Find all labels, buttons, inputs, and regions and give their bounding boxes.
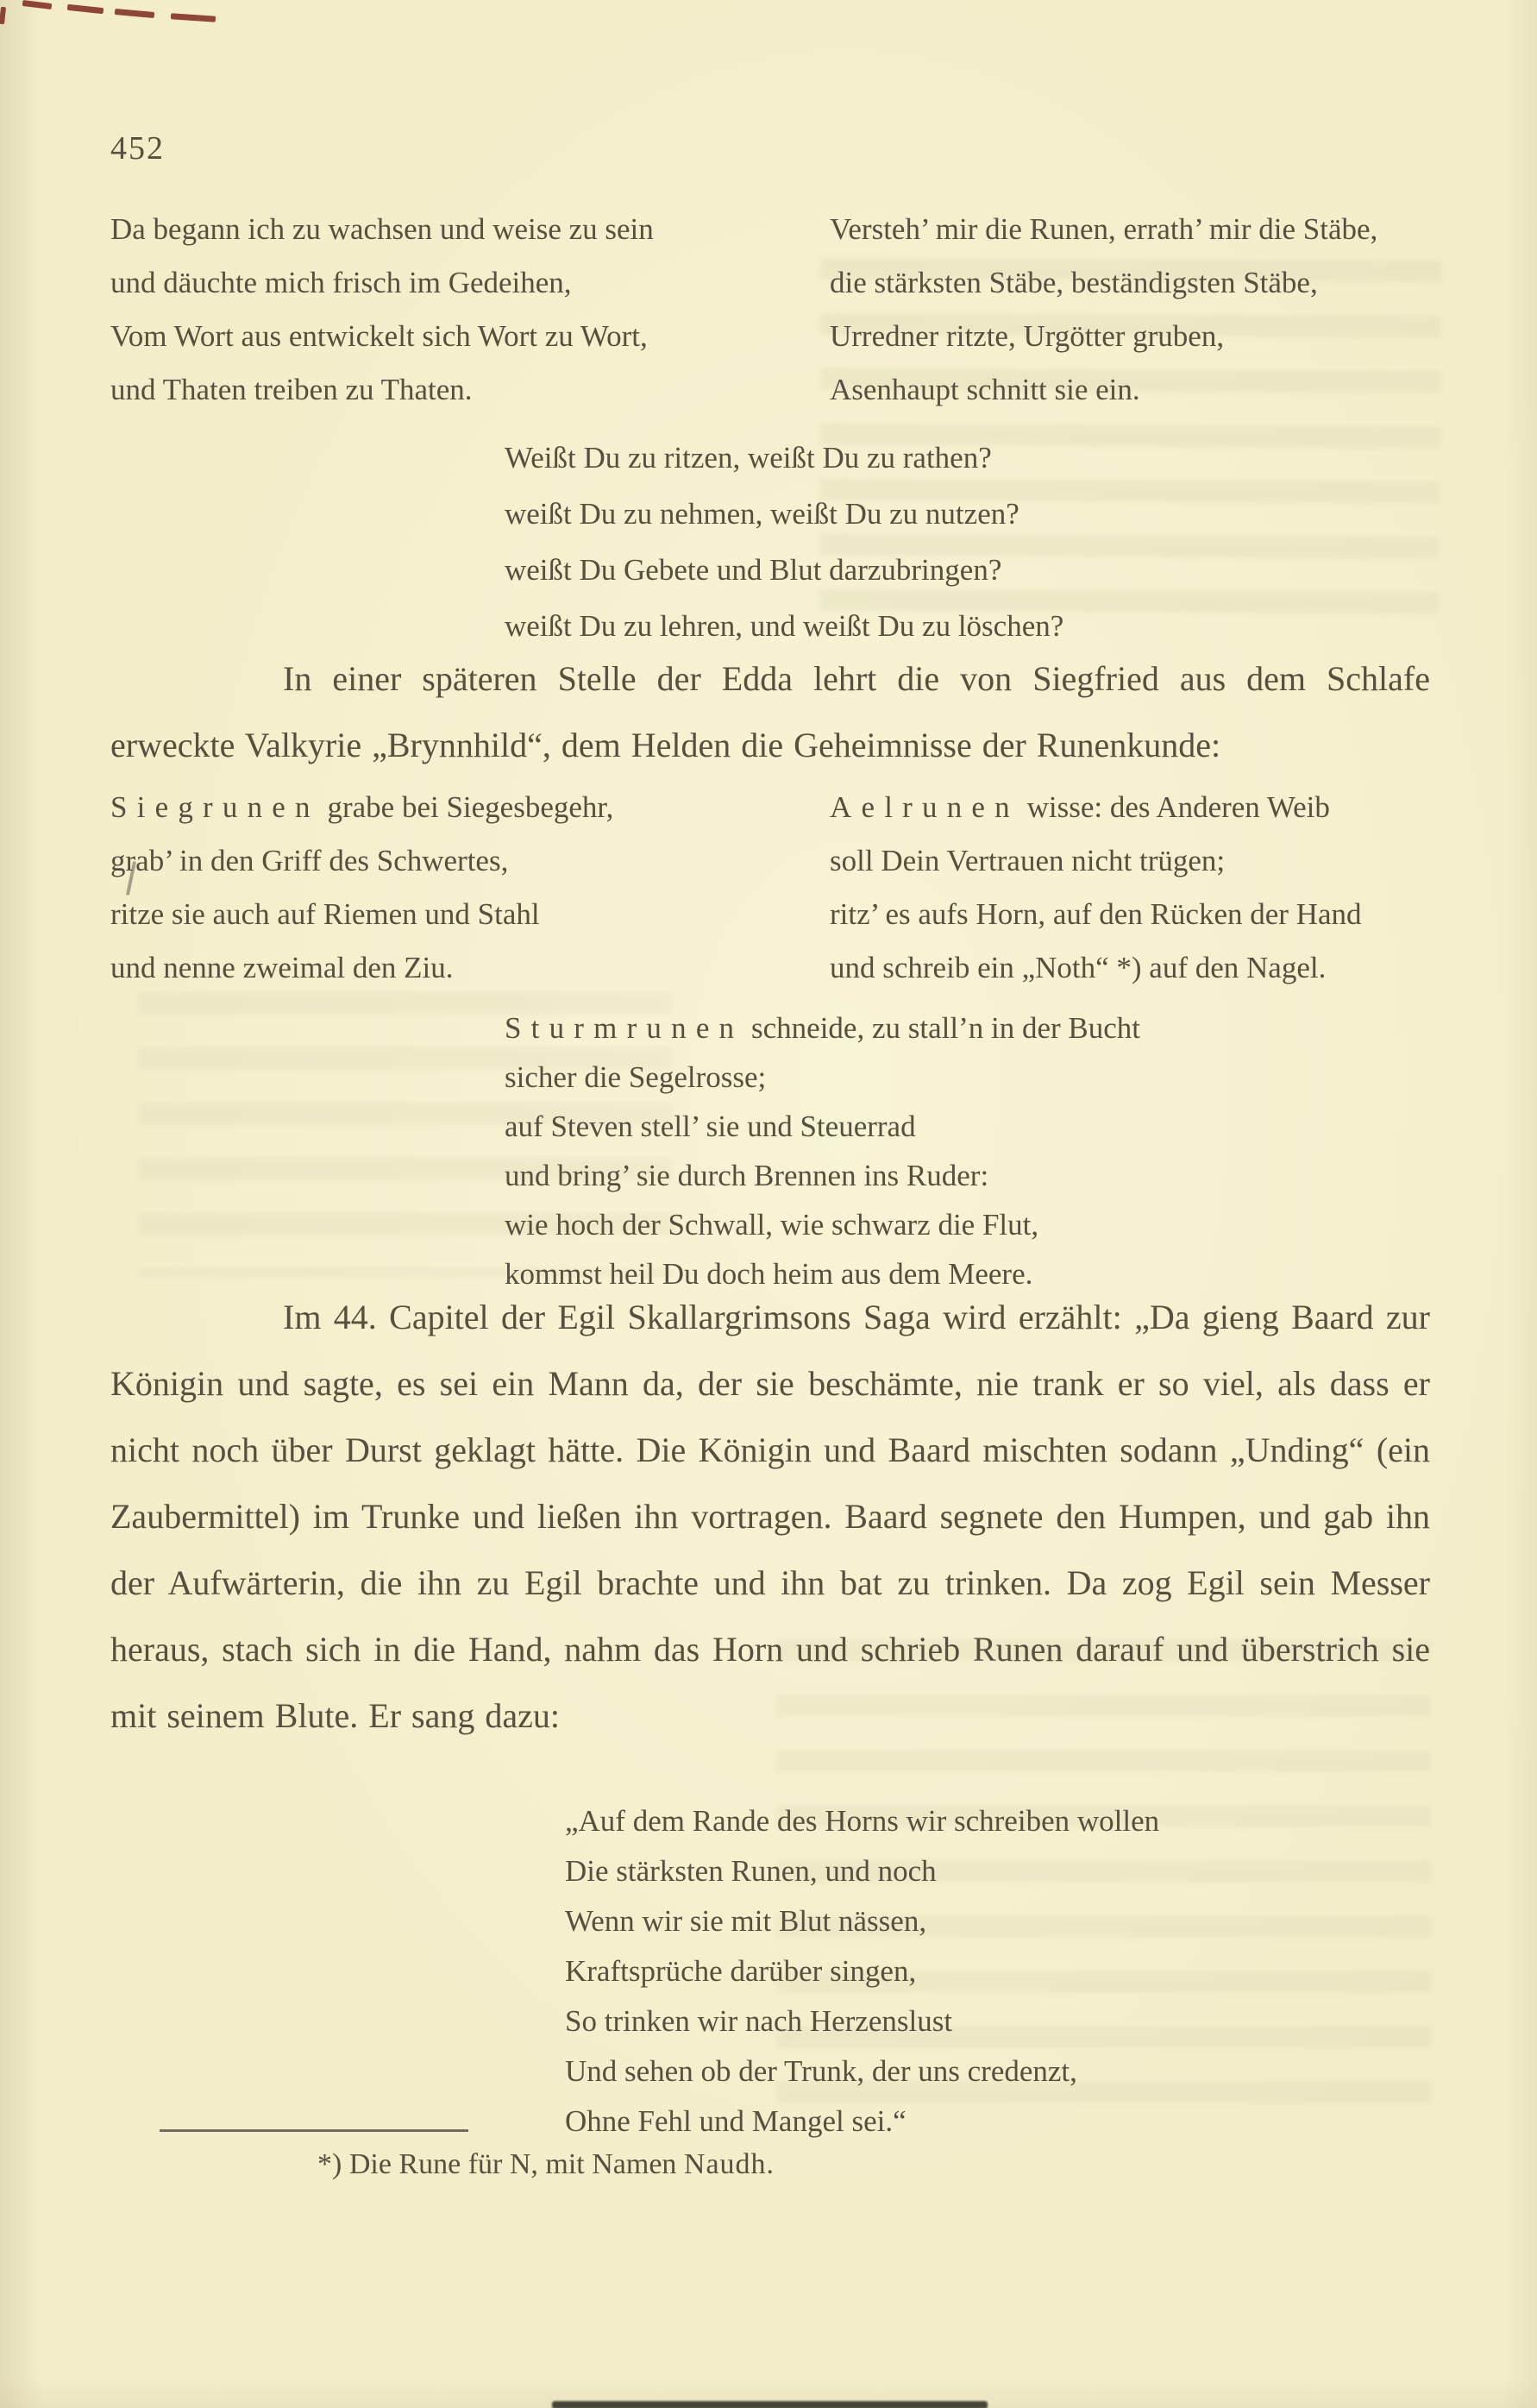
red-edge-mark [115,9,154,18]
red-edge-mark [67,4,104,14]
verse-column-right [830,203,1377,417]
red-edge-mark [0,7,6,25]
verse-line: und schreib ein „Noth“ *) auf den Nagel. [830,951,1327,984]
page-number: 452 [110,130,165,167]
paragraph-egil-saga: Im 44. Capitel der Egil Skallargrimsons Saga wird erzählt: „Da gieng Baard zur Königin und sagte, es sei ein Mann da, der sie beschämte, nie trank er so viel, als dass er nicht noch über Durst geklagt hätte. Die Königin und Baard mischten sodann „Unding“ (ein Zaubermittel) im Trunke und ließen ihn vortragen. Baard segnete den Humpen, und gab ihn der Aufwärterin, die ihn zu Egil brachte und ihn bat zu trinken. Da zog Egil sein Messer heraus, stach sich in die Hand, nahm das Horn und schrieb Runen darauf und überstrich sie mit seinem Blute. Er sang dazu: [110,1298,1430,1735]
verse-line [505,1003,1140,1053]
verse-line: Asenhaupt schnitt sie ein. [830,373,1140,406]
verse-line: weißt Du zu lehren, und weißt Du zu löschen? [505,609,1064,643]
footnote-rule [160,2129,468,2132]
verse-line: Ohne Fehl und Mangel sei.“ [565,2104,907,2138]
verse-block-sturmrunen [505,1003,1140,1298]
keyword-aelrunen: Aelrunen [830,790,1019,824]
verse-line: grab’ in den Griff des Schwertes, [110,844,509,877]
verse-line: Wenn wir sie mit Blut nässen, [565,1904,927,1938]
keyword-sturmrunen: Sturmrunen [505,1011,744,1045]
verse-line: weißt Du zu nehmen, weißt Du zu nutzen? [505,497,1019,531]
verse-line: Urredner ritzte, Urgötter gruben, [830,319,1225,353]
verse-line: ritz’ es aufs Horn, auf den Rücken der Hand [830,897,1362,931]
verse-line: Die stärksten Runen, und noch [565,1854,937,1888]
keyword-siegrunen: Siegrunen [110,790,320,824]
verse-line: soll Dein Vertrauen nicht trügen; [830,844,1226,877]
verse-line: weißt Du Gebete und Blut darzubringen? [505,553,1002,587]
verse-line: Versteh’ mir die Runen, errath’ mir die Stäbe, [830,212,1378,246]
verse-column-left [110,781,613,995]
verse-line: So trinken wir nach Herzenslust [565,2004,953,2038]
verse-block-questions [505,430,1063,654]
verse-line: und bring’ sie durch Brennen ins Ruder: [505,1159,989,1192]
verse-line: auf Steven stell’ sie und Steuerrad [505,1110,916,1143]
verse-line: und Thaten treiben zu Thaten. [110,373,473,406]
verse-line: ritze sie auch auf Riemen und Stahl [110,897,540,931]
verse-line: Da begann ich zu wachsen und weise zu sein [110,212,654,246]
red-edge-mark [22,0,53,9]
verse-line: sicher die Segelrosse; [505,1060,767,1094]
verse-line: wie hoch der Schwall, wie schwarz die Flut, [505,1208,1039,1242]
verse-line-rest: wisse: des Anderen Weib [1019,790,1330,824]
verse-line: kommst heil Du doch heim aus dem Meere. [505,1257,1033,1291]
verse-block-egils-song [565,1796,1159,2147]
verse-line-rest: grabe bei Siegesbegehr, [319,790,614,824]
verse-line: Kraftsprüche darüber singen, [565,1954,917,1988]
verse-line: und däuchte mich frisch im Gedeihen, [110,266,572,299]
verse-line: und nenne zweimal den Ziu. [110,951,454,984]
verse-column-left [110,203,654,417]
verse-line: die stärksten Stäbe, beständigsten Stäbe, [830,266,1318,299]
scan-bottom-shadow [552,2401,988,2408]
red-edge-mark [171,13,216,22]
verse-line: „Auf dem Rande des Horns wir schreiben wollen [565,1804,1160,1838]
verse-line: Und sehen ob der Trunk, der uns credenzt, [565,2054,1077,2088]
footnote-marker: *) [317,2148,342,2180]
footnote-text: Die Rune für N, mit Namen [342,2148,684,2180]
footnote [317,2148,775,2181]
footnote-rune-name: Naudh. [683,2148,775,2180]
verse-line: Weißt Du zu ritzen, weißt Du zu rathen? [505,441,992,475]
verse-line [110,781,613,834]
paragraph-edda-intro: In einer späteren Stelle der Edda lehrt die von Siegfried aus dem Schlafe erweckte Valkyrie „Brynnhild“, dem Helden die Geheimnisse der Runenkunde: [110,659,1430,764]
verse-column-right [830,781,1361,995]
verse-line: Vom Wort aus entwickelt sich Wort zu Wort, [110,319,648,353]
verse-line [830,781,1361,834]
verse-line-rest: schneide, zu stall’n in der Bucht [743,1011,1140,1045]
